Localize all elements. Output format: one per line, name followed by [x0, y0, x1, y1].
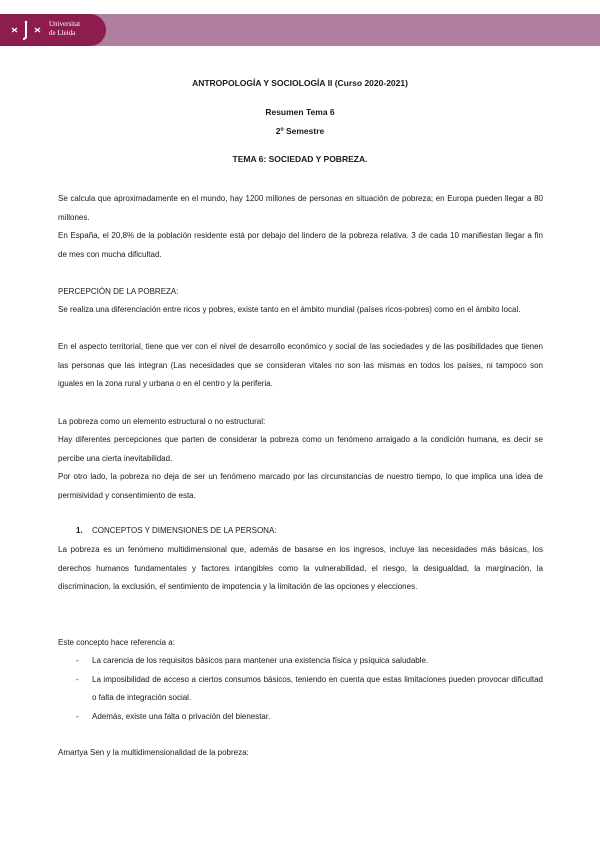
reference-heading: Este concepto hace referencia a: [58, 638, 175, 647]
list-bullet: - [76, 674, 79, 684]
concepts-number: 1. [76, 526, 83, 535]
list-item-text: Además, existe una falta o privación del bienestar. [92, 711, 271, 721]
list-item-text: La carencia de los requisitos básicos para mantener una existencia física y psíquica saludable. [92, 656, 429, 665]
list-item [58, 708, 543, 727]
concepts-heading-text: CONCEPTOS Y DIMENSIONES DE LA PERSONA: [92, 526, 277, 535]
course-title [0, 78, 600, 88]
university-emblem-icon [9, 19, 47, 41]
list-item [58, 671, 543, 708]
university-logo [0, 14, 106, 46]
structural-paragraph-2: Por otro lado, la pobreza no deja de ser un fenómeno marcado por las circunstancias de nuestro tiempo, lo que implica una idea de permisividad y consentimiento de esta. [58, 472, 543, 500]
summary-title: Resumen Tema 6 [265, 107, 335, 117]
course-year: (Curso 2020-2021) [334, 78, 408, 88]
list-bullet: - [76, 656, 79, 665]
sen-heading: Amartya Sen y la multidimensionalidad de la pobreza: [58, 748, 249, 757]
list-bullet: - [76, 711, 79, 721]
intro-paragraph-2: En España, el 20,8% de la población residente está por debajo del lindero de la pobreza relativa. 3 de cada 10 manifiestan llegar a fin de mes con mucha dificultad. [58, 231, 543, 259]
list-item-text: La imposibilidad de acceso a ciertos consumos básicos, teniendo en cuenta que estas limitaciones pueden provocar dificultad o falta de integración social. [92, 674, 543, 702]
list-item [58, 652, 543, 671]
reference-list [58, 652, 543, 726]
university-name-line1: Universitat [49, 20, 81, 28]
header-bar [0, 14, 600, 46]
university-name-line2: de Lleida [49, 29, 76, 37]
structural-heading: La pobreza como un elemento estructural o no estructural: [58, 417, 266, 426]
perception-paragraph-2: En el aspecto territorial, tiene que ver con el nivel de desarrollo económico y social de las sociedades y de las posibilidades que tienen las personas que las integran (Las necesidades que se consideran vitales no son las mismas en todos los países, ni tampoco son iguales en la zona rural y urbana o en el centro y la periferia. [58, 342, 543, 388]
structural-paragraph-1: Hay diferentes percepciones que parten de considerar la pobreza como un fenómeno arraigado a la condición humana, es decir se percibe una cierta inevitabilidad. [58, 435, 543, 463]
concepts-paragraph: La pobreza es un fenómeno multidimensional que, además de basarse en los ingresos, incluye las necesidades más básicas, los derechos humanos fundamentales y factores intangibles como la vulnerabilidad, el riesgo, la desigualdad, la marginación, la discriminacion, la exclusión, el sentimiento de impotencia y la limitación de las opciones y elecciones. [58, 545, 543, 591]
intro-paragraph-1: Se calcula que aproximadamente en el mundo, hay 1200 millones de personas en situación de pobreza; en Europa pueden llegar a 80 millones. [58, 194, 543, 222]
perception-paragraph-1: Se realiza una diferenciación entre ricos y pobres, existe tanto en el ámbito mundial (países ricos-pobres) como en el ámbito local. [58, 305, 521, 314]
perception-heading: PERCEPCIÓN DE LA POBREZA: [58, 287, 179, 296]
topic-title: TEMA 6: SOCIEDAD Y POBREZA. [232, 154, 368, 164]
course-name: ANTROPOLOGÍA Y SOCIOLOGÍA II [192, 78, 333, 88]
university-name [49, 20, 80, 38]
semester-title: 2º Semestre [275, 126, 325, 136]
